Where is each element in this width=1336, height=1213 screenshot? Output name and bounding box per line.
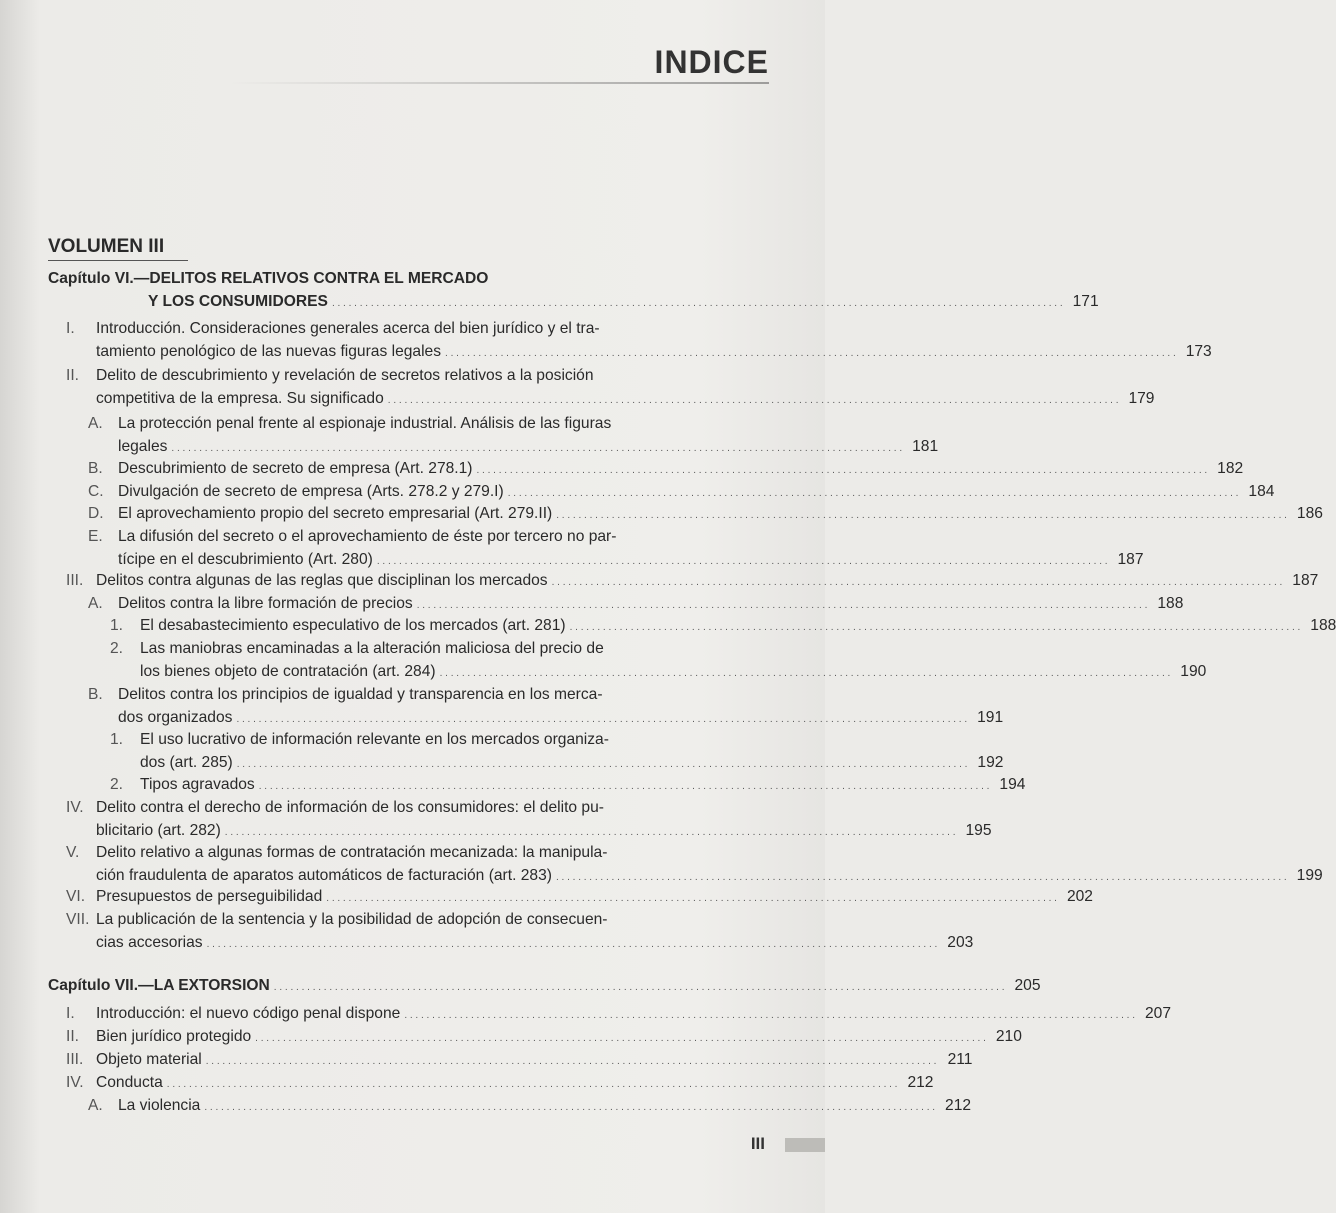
dot-leader (552, 570, 1283, 595)
dot-leader (207, 932, 938, 957)
dot-leader (259, 774, 990, 799)
toc-entry-line (96, 388, 1155, 413)
toc-entry-body (96, 842, 1323, 889)
toc-entry-number: 1. (110, 617, 124, 634)
toc-entry-text: Introducción: el nuevo código penal dispone (96, 1005, 401, 1022)
toc-entry-line (48, 268, 763, 291)
toc-page-number: 199 (1296, 866, 1323, 884)
toc-page-number: 190 (1180, 662, 1207, 680)
toc-entry-line (140, 729, 763, 752)
toc-entry-line (96, 820, 992, 845)
toc-entry-number: I. (66, 1005, 75, 1022)
toc-entry-text: Descubrimiento de secreto de empresa (Art. 278.1) (118, 460, 473, 477)
toc-entry-text: tícipe en el descubrimiento (Art. 280) (118, 550, 373, 568)
toc-entry-text: El uso lucrativo de información relevante en los mercados organiza- (140, 731, 609, 748)
toc-entry-line (96, 365, 763, 388)
toc-page-number: 194 (999, 776, 1026, 793)
toc-entry-line (140, 661, 1207, 686)
toc-entry-body (96, 365, 1155, 412)
toc-entry-line (48, 291, 1099, 316)
toc-entry-text: Tipos agravados (140, 776, 255, 793)
toc-entry-text: blicitario (art. 282) (96, 821, 221, 839)
toc-chapter-entry (48, 268, 1099, 313)
page-number: III (750, 1134, 765, 1153)
dot-leader (404, 1003, 1135, 1028)
toc-entry-text: Objeto material (96, 1051, 202, 1068)
toc-entry (48, 503, 1323, 526)
toc-entry (48, 638, 1207, 683)
toc-entry-number: I. (66, 320, 75, 337)
toc-entry-number: II. (66, 1028, 79, 1045)
toc-entry-number: A. (88, 595, 103, 612)
toc-entry-body (118, 413, 939, 460)
toc-entry (48, 1026, 1022, 1049)
toc-entry-number: II. (66, 367, 79, 384)
toc-entry-number: IV. (66, 799, 84, 816)
toc-entry-number: III. (66, 1051, 84, 1068)
dot-leader (570, 615, 1301, 640)
toc-entry-line (118, 481, 1275, 506)
toc-entry-text: El desabastecimiento especulativo de los mercados (art. 281) (140, 617, 566, 634)
toc-entry-body (96, 318, 1212, 365)
toc-page-number: 212 (907, 1074, 934, 1091)
toc-entry-line (118, 503, 1323, 528)
toc-page-number: 210 (995, 1028, 1022, 1045)
toc-entry (48, 1095, 972, 1118)
volume-heading: VOLUMEN III (48, 236, 165, 257)
toc-entry-text: dos organizados (118, 708, 233, 726)
toc-entry-text: legales (118, 437, 168, 455)
toc-entry-number: VI. (66, 888, 86, 905)
toc-entry-body (96, 1026, 1022, 1051)
dot-leader (508, 481, 1239, 506)
toc-entry (48, 797, 992, 842)
dot-leader (274, 975, 1005, 1000)
toc-entry-text: Bien jurídico protegido (96, 1028, 252, 1045)
toc-entry-number: 2. (110, 776, 124, 793)
dot-leader (167, 1072, 898, 1097)
toc-entry (48, 570, 1319, 593)
toc-entry-number: 2. (110, 640, 124, 657)
toc-entry-text: La protección penal frente al espionaje industrial. Análisis de las figuras (118, 415, 612, 432)
toc-entry-line (96, 341, 1212, 366)
toc-entry (48, 1049, 973, 1072)
toc-entry-line (96, 932, 974, 957)
toc-entry-body (96, 797, 992, 844)
toc-entry-line (118, 684, 763, 707)
toc-page-number: 207 (1144, 1005, 1172, 1022)
dot-leader (477, 458, 1208, 483)
toc-page-number: 212 (945, 1097, 972, 1114)
toc-entry-line (118, 593, 1184, 618)
toc-entry-body (118, 593, 1184, 618)
toc-entry-line (96, 1072, 934, 1097)
toc-entry (48, 413, 939, 458)
toc-entry (48, 909, 974, 954)
toc-page-number: 192 (977, 753, 1004, 771)
toc-entry-text: La violencia (118, 1097, 201, 1114)
toc-entry-body (140, 638, 1207, 685)
toc-chapter-entry (48, 975, 1041, 998)
toc-entry-body (96, 570, 1319, 595)
toc-page-number: 203 (947, 933, 974, 951)
toc-entry (48, 886, 1093, 909)
toc-page-number: 186 (1296, 505, 1323, 522)
toc-entry-body (140, 615, 1336, 640)
toc-page-number: 195 (965, 821, 992, 839)
toc-entry-number: 1. (110, 731, 124, 748)
toc-page-number: 184 (1248, 483, 1275, 500)
toc-entry-body (48, 975, 1041, 1000)
toc-entry-line (96, 797, 763, 820)
toc-entry (48, 526, 1144, 571)
toc-page-number: 191 (977, 708, 1004, 726)
edge-tab (785, 1138, 825, 1152)
toc-entry-number: B. (88, 686, 103, 703)
header-rule (230, 82, 769, 84)
toc-page-number: 187 (1292, 572, 1319, 589)
toc-entry-line (140, 752, 1004, 777)
toc-entry (48, 842, 1323, 887)
toc-entry-text: Presupuestos de perseguibilidad (96, 888, 323, 905)
toc-entry-line (96, 570, 1319, 595)
toc-entry-number: A. (88, 415, 103, 432)
toc-entry-text: los bienes objeto de contratación (art. 284) (140, 662, 436, 680)
toc-entry (48, 593, 1184, 616)
dot-leader (332, 291, 1063, 316)
toc-entry-line (118, 436, 939, 461)
toc-entry-body (96, 1003, 1172, 1028)
toc-page-number: 171 (1072, 292, 1099, 310)
toc-page-number: 188 (1310, 617, 1336, 634)
toc-entry-text: Y LOS CONSUMIDORES (148, 292, 328, 310)
toc-entry-line (96, 909, 763, 932)
toc-entry-line (118, 1095, 972, 1120)
toc-entry-text: Delitos contra algunas de las reglas que disciplinan los mercados (96, 572, 548, 589)
toc-entry-body (118, 1095, 972, 1120)
toc-entry-body (118, 526, 1144, 573)
toc-entry-text: cias accesorias (96, 933, 203, 951)
toc-entry-line (118, 526, 763, 549)
dot-leader (237, 752, 968, 777)
dot-leader (440, 661, 1171, 686)
toc-entry-line (96, 886, 1093, 911)
toc-entry-body (96, 1049, 973, 1074)
toc-entry-line (96, 842, 763, 865)
toc-entry-body (118, 481, 1275, 506)
toc-entry-text: Las maniobras encaminadas a la alteración maliciosa del precio de (140, 640, 604, 657)
toc-entry-number: IV. (66, 1074, 84, 1091)
dot-leader (225, 820, 956, 845)
toc-entry-body (96, 1072, 934, 1097)
dot-leader (171, 436, 902, 461)
dot-leader (236, 707, 967, 732)
toc-entry-number: VII. (66, 911, 90, 928)
dot-leader (388, 388, 1119, 413)
toc-page-number: 173 (1185, 342, 1212, 360)
toc-entry-line (96, 1003, 1172, 1028)
toc-entry-line (96, 318, 763, 341)
toc-entry (48, 1072, 934, 1095)
toc-entry-body (140, 774, 1026, 799)
toc-entry (48, 684, 1004, 729)
dot-leader (204, 1095, 935, 1120)
toc-page-number: 179 (1128, 389, 1155, 407)
dot-leader (255, 1026, 986, 1051)
toc-entry-number: D. (88, 505, 104, 522)
toc-entry-text: Capítulo VI.—DELITOS RELATIVOS CONTRA EL MERCADO (48, 270, 489, 287)
toc-entry-text: La difusión del secreto o el aprovechamiento de éste por tercero no par- (118, 528, 617, 545)
toc-entry-line (118, 458, 1244, 483)
toc-entry-line (96, 1049, 973, 1074)
toc-entry-body (48, 268, 1099, 315)
toc-entry (48, 615, 1336, 638)
toc-entry (48, 729, 1004, 774)
toc-page-number: 205 (1014, 977, 1041, 994)
toc-entry-line (96, 1026, 1022, 1051)
dot-leader (206, 1049, 937, 1074)
toc-entry-text: El aprovechamiento propio del secreto empresarial (Art. 279.II) (118, 505, 553, 522)
dot-leader (556, 503, 1287, 528)
toc-entry-body (118, 503, 1323, 528)
toc-entry-body (140, 729, 1004, 776)
toc-entry-text: tamiento penológico de las nuevas figuras legales (96, 342, 442, 360)
toc-entry-number: V. (66, 844, 80, 861)
toc-entry-line (140, 615, 1336, 640)
toc-entry-text: Delito de descubrimiento y revelación de secretos relativos a la posición (96, 367, 594, 384)
toc-page-number: 211 (947, 1051, 973, 1068)
toc-entry (48, 481, 1275, 504)
toc-entry-line (118, 707, 1004, 732)
toc-entry-line (140, 638, 763, 661)
toc-entry-text: Conducta (96, 1074, 163, 1091)
toc-entry-number: III. (66, 572, 84, 589)
dot-leader (326, 886, 1057, 911)
toc-entry-number: A. (88, 1097, 103, 1114)
toc-page-number: 187 (1117, 550, 1144, 568)
dot-leader (417, 593, 1148, 618)
toc-entry-body (118, 684, 1004, 731)
page-title: INDICE (654, 44, 769, 80)
toc-entry (48, 1003, 1172, 1026)
toc-entry-number: B. (88, 460, 103, 477)
dot-leader (445, 341, 1176, 366)
toc-entry-number: C. (88, 483, 104, 500)
toc-entry-line (48, 975, 1041, 1000)
toc-entry (48, 318, 1212, 363)
toc-entry-text: Divulgación de secreto de empresa (Arts. 278.2 y 279.I) (118, 483, 504, 500)
toc-page-number: 182 (1217, 460, 1244, 477)
toc-entry-text: Delitos contra la libre formación de precios (118, 595, 413, 612)
toc-entry-text: Capítulo VII.—LA EXTORSION (48, 977, 270, 994)
toc-entry-text: La publicación de la sentencia y la posibilidad de adopción de consecuen- (96, 911, 608, 928)
toc-entry-text: ción fraudulenta de aparatos automáticos de facturación (art. 283) (96, 866, 552, 884)
toc-page-number: 188 (1157, 595, 1184, 612)
toc-entry-body (118, 458, 1244, 483)
toc-entry-line (140, 774, 1026, 799)
toc-entry-text: dos (art. 285) (140, 753, 233, 771)
toc-entry-text: Introducción. Consideraciones generales acerca del bien jurídico y el tra- (96, 320, 600, 337)
toc-entry-body (96, 909, 974, 956)
toc-entry (48, 365, 1155, 410)
toc-page-number: 202 (1066, 888, 1093, 905)
toc-entry-text: Delito contra el derecho de información de los consumidores: el delito pu- (96, 799, 604, 816)
volume-underline (48, 260, 188, 261)
toc-page-number: 181 (912, 437, 939, 455)
toc-entry (48, 774, 1026, 797)
toc-entry-line (118, 413, 763, 436)
toc-entry-number: E. (88, 528, 103, 545)
toc-entry-text: competitiva de la empresa. Su significado (96, 389, 384, 407)
toc-entry-body (96, 886, 1093, 911)
toc-entry-text: Delitos contra los principios de igualdad y transparencia en los merca- (118, 686, 603, 703)
toc-entry-text: Delito relativo a algunas formas de contratación mecanizada: la manipula- (96, 844, 608, 861)
toc-entry (48, 458, 1244, 481)
